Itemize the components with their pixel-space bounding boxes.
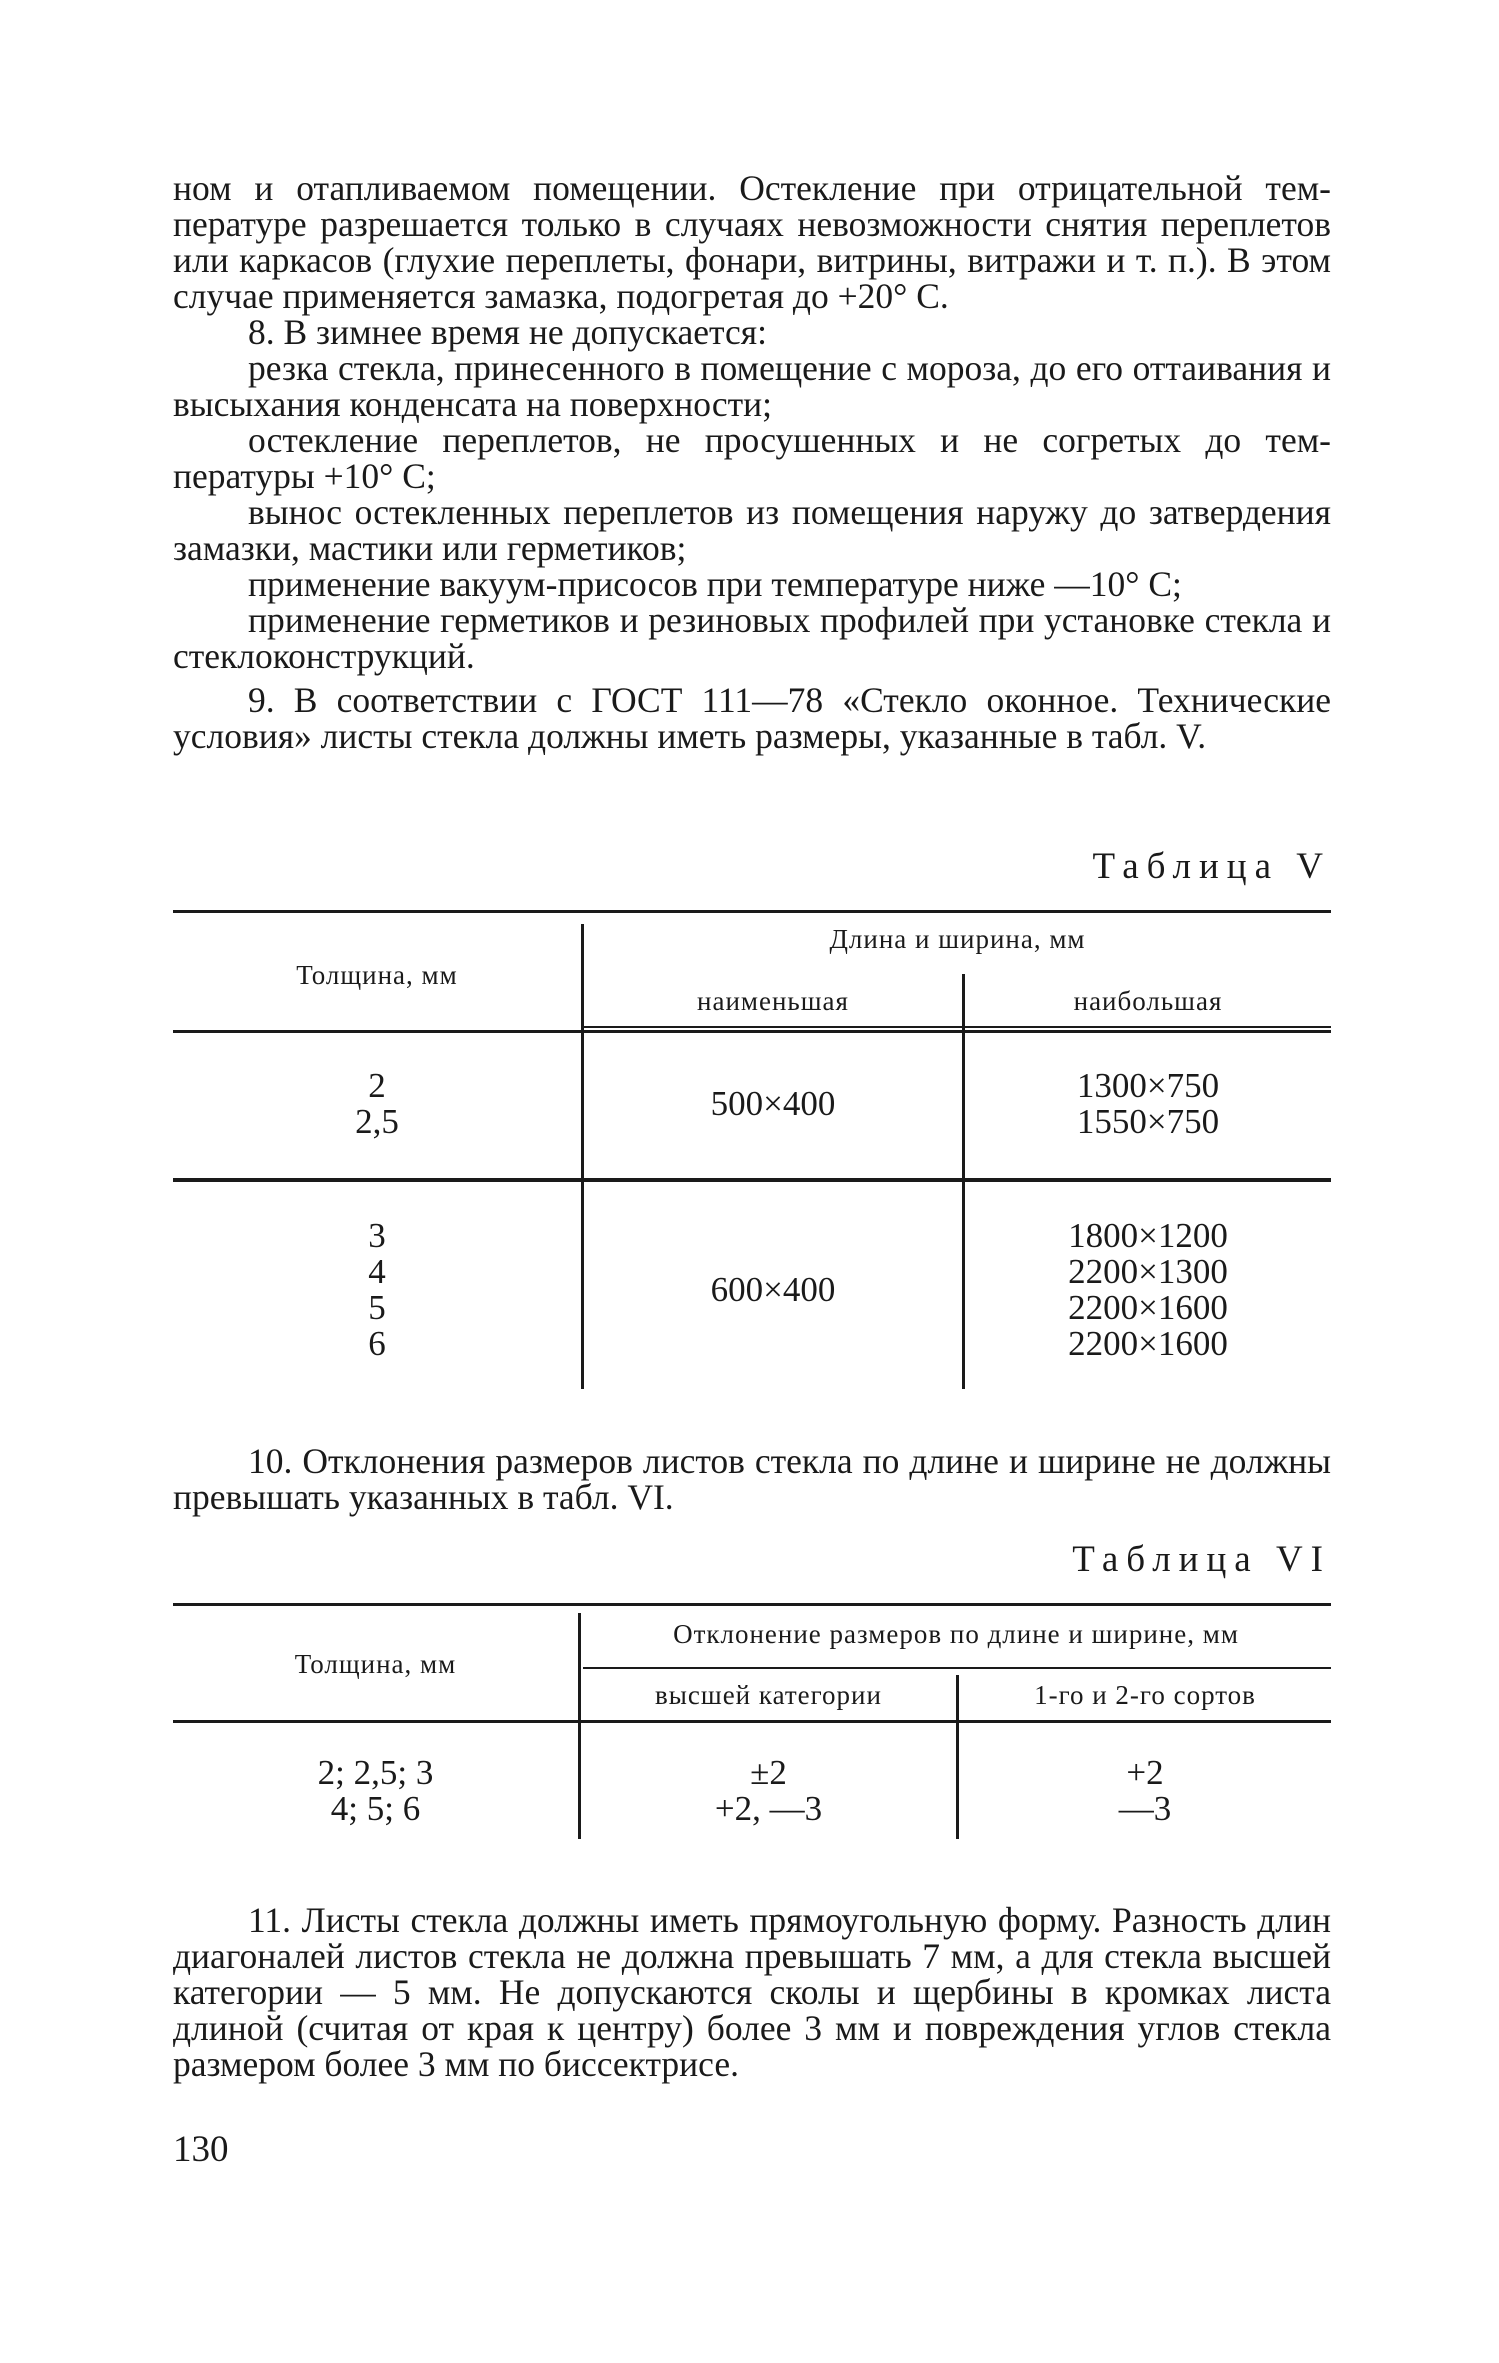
- text-block-mid: [173, 1443, 1331, 1515]
- table5-top-rule: [173, 910, 1331, 913]
- table6-header-sort: 1-го и 2-го сортов: [1034, 1680, 1256, 1710]
- table5-row-rule: [173, 1178, 1331, 1182]
- table6-caption: Таблица VI: [1072, 1539, 1331, 1580]
- paragraph-8c: вынос остекленных переплетов из помещения наружу до затвердения замазки, мастики или герметиков;: [173, 492, 1331, 568]
- text-block-top: [173, 170, 1331, 754]
- paragraph-8: 8. В зимнее время не допускается:: [248, 312, 767, 352]
- table6-header-group: Отклонение размеров по длине и ширине, мм: [673, 1619, 1239, 1649]
- table6-subheader-rule: [583, 1667, 1331, 1669]
- table6: [173, 1603, 1331, 1848]
- paragraph-8a: резка стекла, принесенного в помещение с мороза, до его оттаивания и высыхания конденсата на поверхности;: [173, 348, 1331, 424]
- table6-header-top: высшей категории: [655, 1680, 882, 1710]
- paragraph-9: 9. В соответствии с ГОСТ 111—78 «Стекло оконное. Технические условия» листы стекла должны иметь размеры, указанные в табл. V.: [173, 680, 1331, 756]
- table5-row2-thickness: 3 4 5 6: [368, 1216, 386, 1363]
- table5-header-min: наименьшая: [697, 986, 849, 1016]
- table5-header-group: Длина и ширина, мм: [829, 924, 1086, 954]
- paragraph-8d: применение вакуум-присосов при температуре ниже —10° С;: [248, 564, 1182, 604]
- paragraph-11: 11. Листы стекла должны иметь прямоугольную форму. Разность длин диагоналей листов стекла не должна превышать 7 мм, а для стекла высшей категории — 5 мм. Не допускаются сколы и щербины в кромках листа длиной (считая от края к центру) более 3 мм и повреждения углов стекла размером более 3 мм по биссектрисе.: [173, 1900, 1331, 2084]
- table5-caption: Таблица V: [1092, 846, 1331, 887]
- paragraph-8b: остекление переплетов, не просушенных и не согретых до температуры +10° С;: [173, 420, 1331, 496]
- table6-row-sort: +2 —3: [1118, 1753, 1172, 1828]
- paragraph-8e: применение герметиков и резиновых профилей при установке стекла и стеклоконструкций.: [173, 600, 1331, 676]
- text-block-bottom: [173, 1902, 1331, 2082]
- table5-row2-max: 1800×1200 2200×1300 2200×1600 2200×1600: [1068, 1216, 1228, 1363]
- table5-row2-min: 600×400: [710, 1270, 836, 1309]
- table6-top-rule: [173, 1603, 1331, 1606]
- table5-header-max: наибольшая: [1073, 986, 1223, 1016]
- table6-row-top: ±2 +2, —3: [714, 1753, 823, 1828]
- paragraph-10: 10. Отклонения размеров листов стекла по длине и ширине не должны превышать указанных в табл. VI.: [173, 1441, 1331, 1517]
- table6-header-rule: [173, 1720, 1331, 1723]
- page-number: 130: [173, 2129, 229, 2170]
- table5-row1-max: 1300×750 1550×750: [1076, 1066, 1220, 1141]
- paragraph-cont: ном и отапливаемом помещении. Остекление при отрицательной температуре разрешается только в случаях невозможности снятия переплетов или каркасов (глухие переплеты, фонари, витрины, витражи и т. п.). В этом случае применяется замазка, подогретая до +20° С.: [173, 168, 1331, 316]
- table5-row1-min: 500×400: [710, 1084, 836, 1123]
- table5-row1-thickness: 2 2,5: [355, 1066, 399, 1141]
- table6-header-thickness: Толщина, мм: [294, 1649, 457, 1679]
- table6-row-thickness: 2; 2,5; 3 4; 5; 6: [317, 1753, 434, 1828]
- table5-header-thickness: Толщина, мм: [296, 960, 458, 990]
- table5-header-rule: [173, 1030, 1331, 1033]
- table5: [173, 910, 1331, 1405]
- table5-subheader-rule: [583, 1026, 1331, 1028]
